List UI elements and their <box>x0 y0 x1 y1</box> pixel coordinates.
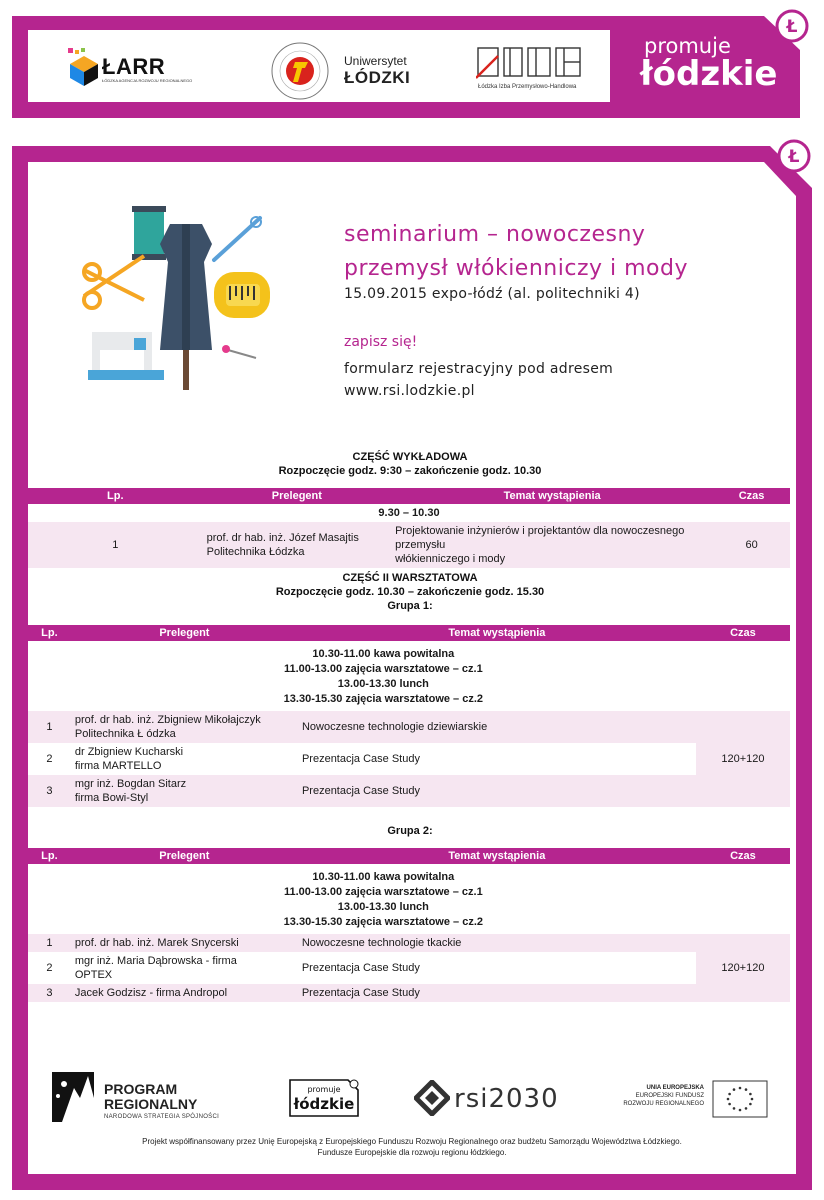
university-seal-icon <box>268 40 338 102</box>
eu-line1: UNIA EUROPEJSKA <box>646 1085 704 1091</box>
row-temat <box>391 522 713 568</box>
funding-note-line2: Fundusze Europejskie dla rozwoju regionu łódzkiego. <box>317 1148 507 1157</box>
row-lp: 3 <box>28 775 71 807</box>
prelegent-name: prof. dr hab. inż. Józef Masajtis <box>206 532 359 544</box>
fashion-illustration-icon <box>78 200 278 395</box>
row-prelegent <box>71 952 298 984</box>
table-row <box>28 711 790 743</box>
row-prelegent <box>71 775 298 807</box>
row-temat: Nowoczesne technologie dziewiarskie <box>298 711 696 743</box>
col-lp: Lp. <box>28 625 71 641</box>
promuje-lodzkie-small-logo <box>288 1078 360 1118</box>
promuje-small-frame-icon <box>288 1078 360 1118</box>
program-line1: PROGRAM <box>104 1081 178 1097</box>
part1-table <box>28 488 790 568</box>
row-czas: 60 <box>713 522 790 568</box>
lipih-mark-icon <box>476 44 586 84</box>
prelegent-name: mgr inż. Maria Dąbrowska - firma <box>74 955 237 967</box>
prelegent-affiliation: firma MARTELLO <box>74 760 162 772</box>
part1-time: 9.30 – 10.30 <box>28 504 790 522</box>
col-temat: Temat wystąpienia <box>298 848 696 864</box>
program-regionalny-text <box>104 1082 197 1112</box>
prelegent-affiliation: Politechnika Ł ódzka <box>74 728 176 740</box>
eu-line2: EUROPEJSKI FUNDUSZ <box>635 1093 704 1099</box>
part2-title: CZĘŚĆ II WARSZTATOWA <box>342 572 478 584</box>
promuje-big-text: łódzkie <box>640 54 778 94</box>
svg-text:łódzkie: łódzkie <box>293 1095 355 1113</box>
col-lp: Lp. <box>28 848 71 864</box>
group1-schedule <box>71 641 696 711</box>
larr-logo <box>66 48 196 88</box>
row-lp: 2 <box>28 952 71 984</box>
row-prelegent <box>71 743 298 775</box>
row-lp: 2 <box>28 743 71 775</box>
schedule-item: 13.30-15.30 zajęcia warsztatowe – cz.2 <box>283 693 484 705</box>
promuje-small-text: promuje <box>644 34 731 58</box>
temat-line1: Projektowanie inżynierów i projektantów dla nowoczesnego przemysłu <box>395 525 685 551</box>
row-prelegent: Jacek Godzisz - firma Andropol <box>71 984 298 1002</box>
svg-text:Ł: Ł <box>786 17 798 37</box>
group2-table <box>28 848 790 1002</box>
table-row <box>28 934 790 952</box>
row-temat: Prezentacja Case Study <box>298 775 696 807</box>
prelegent-affiliation: OPTEX <box>74 969 113 981</box>
row-temat: Prezentacja Case Study <box>298 743 696 775</box>
group1-header-row <box>28 625 790 641</box>
program-regionalny-icon <box>48 1068 98 1126</box>
row-lp: 1 <box>28 711 71 743</box>
col-temat: Temat wystąpienia <box>391 488 713 504</box>
part1-subtitle: Rozpoczęcie godz. 9:30 – zakończenie godz. 10.30 <box>278 465 542 477</box>
part2-subtitle: Rozpoczęcie godz. 10.30 – zakończenie godz. 15.30 <box>275 586 545 598</box>
ul-line1: Uniwersytet <box>344 54 407 68</box>
prelegent-name: dr Zbigniew Kucharski <box>74 746 184 758</box>
group2-label: Grupa 2: <box>387 825 433 837</box>
prelegent-affiliation: Politechnika Łódzka <box>206 546 305 558</box>
group1-table <box>28 625 790 807</box>
rsi-text: rsi2030 <box>454 1084 559 1114</box>
group1-schedule-row <box>28 641 790 711</box>
rsi-mark-icon <box>414 1080 450 1116</box>
schedule-item: 13.00-13.30 lunch <box>337 678 429 690</box>
svg-text:promuje: promuje <box>307 1085 341 1094</box>
uniwersytet-lodzki-logo <box>268 40 411 100</box>
signup-url-link[interactable]: www.rsi.lodzkie.pl <box>344 383 475 399</box>
table-row <box>28 952 790 984</box>
program-line2: REGIONALNY <box>104 1096 198 1112</box>
col-temat: Temat wystąpienia <box>298 625 696 641</box>
svg-text:Ł: Ł <box>788 147 800 167</box>
group1-czas: 120+120 <box>696 711 790 807</box>
schedule-item: 11.00-13.00 zajęcia warsztatowe – cz.1 <box>283 886 483 898</box>
event-title-line2: przemysł włókienniczy i mody <box>344 256 688 281</box>
ul-line2: ŁÓDZKI <box>344 68 411 87</box>
schedule-item: 10.30-11.00 kawa powitalna <box>312 648 455 660</box>
promuje-lodzkie-logo <box>640 34 790 94</box>
rsi2030-logo <box>414 1080 574 1116</box>
row-lp: 3 <box>28 984 71 1002</box>
prelegent-affiliation: firma Bowi-Styl <box>74 792 149 804</box>
event-headline <box>344 218 804 302</box>
group2-header-row <box>28 848 790 864</box>
eu-text <box>608 1084 704 1108</box>
col-czas: Czas <box>696 848 790 864</box>
funding-note-line1: Projekt współfinansowany przez Unię Europejską z Europejskiego Funduszu Rozwoju Regionalnego oraz budżetu Samorządu Województwa Łódzkiego. <box>142 1137 682 1146</box>
larr-cube-icon <box>66 48 102 88</box>
row-temat: Prezentacja Case Study <box>298 984 696 1002</box>
row-prelegent <box>71 711 298 743</box>
eu-logo <box>608 1080 778 1118</box>
col-lp: Lp. <box>28 488 203 504</box>
group1-label: Grupa 1: <box>387 600 433 612</box>
part2-heading <box>60 571 760 613</box>
col-czas: Czas <box>696 625 790 641</box>
schedule-item: 13.30-15.30 zajęcia warsztatowe – cz.2 <box>283 916 483 928</box>
prelegent-name: prof. dr hab. inż. Zbigniew Mikołajczyk <box>74 714 261 726</box>
table-row <box>28 775 790 807</box>
footer-logos <box>48 1068 778 1128</box>
lipih-logo <box>476 44 586 94</box>
part1-title: CZĘŚĆ WYKŁADOWA <box>352 451 468 463</box>
funding-note <box>40 1136 784 1158</box>
row-temat: Prezentacja Case Study <box>298 952 696 984</box>
group2-schedule <box>71 864 696 934</box>
part1-header-row <box>28 488 790 504</box>
row-prelegent: prof. dr hab. inż. Marek Snycerski <box>71 934 298 952</box>
row-lp: 1 <box>28 522 203 568</box>
program-regionalny-logo <box>48 1068 248 1128</box>
program-subtitle: NARODOWA STRATEGIA SPÓJNOŚCI <box>104 1114 220 1120</box>
event-date-place: 15.09.2015 expo-łódź (al. politechniki 4) <box>344 286 640 302</box>
table-row <box>28 984 790 1002</box>
temat-line2: włókienniczego i mody <box>395 553 506 565</box>
group2-heading <box>60 824 760 838</box>
part1-time-row <box>28 504 790 522</box>
prelegent-name: mgr inż. Bogdan Sitarz <box>74 778 187 790</box>
table-row <box>28 743 790 775</box>
schedule-item: 10.30-11.00 kawa powitalna <box>312 871 455 883</box>
larr-name: ŁARR <box>102 54 166 79</box>
signup-block <box>344 334 804 402</box>
eu-line3: ROZWOJU REGIONALNEGO <box>623 1101 704 1107</box>
group2-schedule-row <box>28 864 790 934</box>
lipih-subtitle: Łódzka Izba Przemysłowo-Handlowa <box>478 84 577 90</box>
col-prelegent: Prelegent <box>71 625 298 641</box>
col-prelegent: Prelegent <box>71 848 298 864</box>
event-title-line1: seminarium – nowoczesny <box>344 222 646 247</box>
row-lp: 1 <box>28 934 71 952</box>
signup-label: zapisz się! <box>344 334 418 350</box>
schedule-item: 13.00-13.30 lunch <box>337 901 429 913</box>
group2-czas: 120+120 <box>696 934 790 1002</box>
schedule-item: 11.00-13.00 zajęcia warsztatowe – cz.1 <box>283 663 483 675</box>
col-prelegent: Prelegent <box>203 488 391 504</box>
card-corner-l-icon <box>772 134 816 178</box>
eu-flag-icon <box>712 1080 768 1118</box>
row-prelegent <box>203 522 391 568</box>
row-temat: Nowoczesne technologie tkackie <box>298 934 696 952</box>
table-row <box>28 522 790 568</box>
col-czas: Czas <box>713 488 790 504</box>
larr-subtitle: ŁÓDZKA AGENCJA ROZWOJU REGIONALNEGO <box>102 78 193 83</box>
part1-heading <box>60 450 760 478</box>
signup-text: formularz rejestracyjny pod adresem <box>344 361 614 377</box>
